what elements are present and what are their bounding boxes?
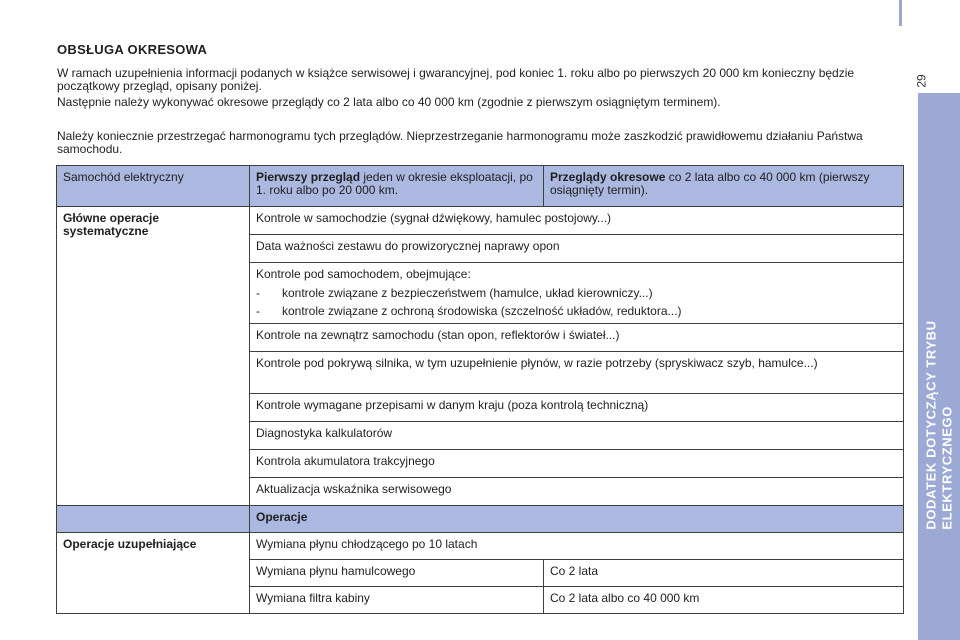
table-cell: Kontrola akumulatora trakcyjnego (250, 450, 904, 478)
table-cell: Wymiana płynu chłodzącego po 10 latach (250, 533, 904, 560)
header-periodic-inspection-cell (544, 166, 904, 207)
table-row (57, 533, 904, 560)
maintenance-table (56, 165, 904, 614)
page-number-text: 29 (914, 74, 929, 88)
supplementary-operations-label: Operacje uzupełniające (57, 533, 250, 614)
underbody-intro: Kontrole pod samochodem, obejmujące: (256, 267, 471, 281)
intro-paragraph-3: Należy koniecznie przestrzegać harmonogramu tych przeglądów. Nieprzestrzeganie harmonogramu może zaszkodzić prawidłowemu działaniu Państwa samochodu. (57, 129, 863, 156)
page-number (912, 66, 932, 96)
header-periodic-inspection-desc: co 2 lata albo co 40 000 km (pierwszy osiągnięty termin). (550, 170, 870, 197)
table-cell: Kontrole wymagane przepisami w danym kraju (poza kontrolą techniczną) (250, 394, 904, 422)
table-cell-interval: Co 2 lata albo co 40 000 km (544, 587, 904, 614)
table-cell: Wymiana filtra kabiny (250, 587, 544, 614)
bullet-text: kontrole związane z ochroną środowiska (szczelność układów, reduktora...) (282, 304, 682, 318)
header-vehicle-cell: Samochód elektryczny (57, 166, 250, 207)
chapter-tab-line-2: ELEKTRYCZNEGO (940, 406, 956, 530)
table-cell: Kontrole w samochodzie (sygnał dźwiękowy, hamulec postojowy...) (250, 207, 904, 235)
section-title: OBSŁUGA OKRESOWA (57, 42, 208, 57)
header-first-inspection-title: Pierwszy przegląd (256, 170, 361, 184)
table-header-row (57, 166, 904, 207)
table-cell: Wymiana płynu hamulcowego (250, 560, 544, 587)
operations-header-row (57, 506, 904, 533)
table-cell: Aktualizacja wskaźnika serwisowego (250, 478, 904, 506)
bullet-marker: - (256, 285, 260, 300)
chapter-tab-label (921, 285, 959, 565)
table-cell: Kontrole na zewnątrz samochodu (stan opon, reflektorów i świateł...) (250, 324, 904, 352)
operations-header-cell: Operacje (250, 506, 904, 533)
top-rule (899, 0, 902, 26)
header-first-inspection-desc: jeden w okresie eksploatacji, po 1. roku albo po 20 000 km. (256, 170, 533, 197)
header-periodic-inspection-title: Przeglądy okresowe (550, 170, 666, 184)
table-cell: Data ważności zestawu do prowizorycznej naprawy opon (250, 235, 904, 263)
intro-paragraph-1: W ramach uzupełnienia informacji podanych w książce serwisowej i gwarancyjnej, pod koniec 1. roku albo po pierwszych 20 000 km konieczny będzie początkowy przegląd, opisany poniżej. (57, 66, 855, 93)
bullet-marker: - (256, 304, 260, 318)
table-cell-interval: Co 2 lata (544, 560, 904, 587)
bullet-text: kontrole związane z bezpieczeństwem (hamulce, układ kierowniczy...) (282, 285, 653, 300)
bullet-item (256, 305, 897, 318)
table-cell-underbody (250, 263, 904, 324)
chapter-tab-line-1: DODATEK DOTYCZĄCY TRYBU (924, 320, 940, 530)
table-row (57, 207, 904, 235)
operations-header-blank (57, 506, 250, 533)
intro-paragraph-2: Następnie należy wykonywać okresowe przeglądy co 2 lata albo co 40 000 km (zgodnie z pierwszym osiągniętym terminem). (57, 95, 721, 109)
table-cell: Diagnostyka kalkulatorów (250, 422, 904, 450)
header-first-inspection-cell (250, 166, 544, 207)
bullet-item (256, 287, 897, 300)
table-cell: Kontrole pod pokrywą silnika, w tym uzupełnienie płynów, w razie potrzeby (spryskiwacz szyb, hamulce...) (250, 352, 904, 394)
main-operations-label: Główne operacje systematyczne (57, 207, 250, 506)
